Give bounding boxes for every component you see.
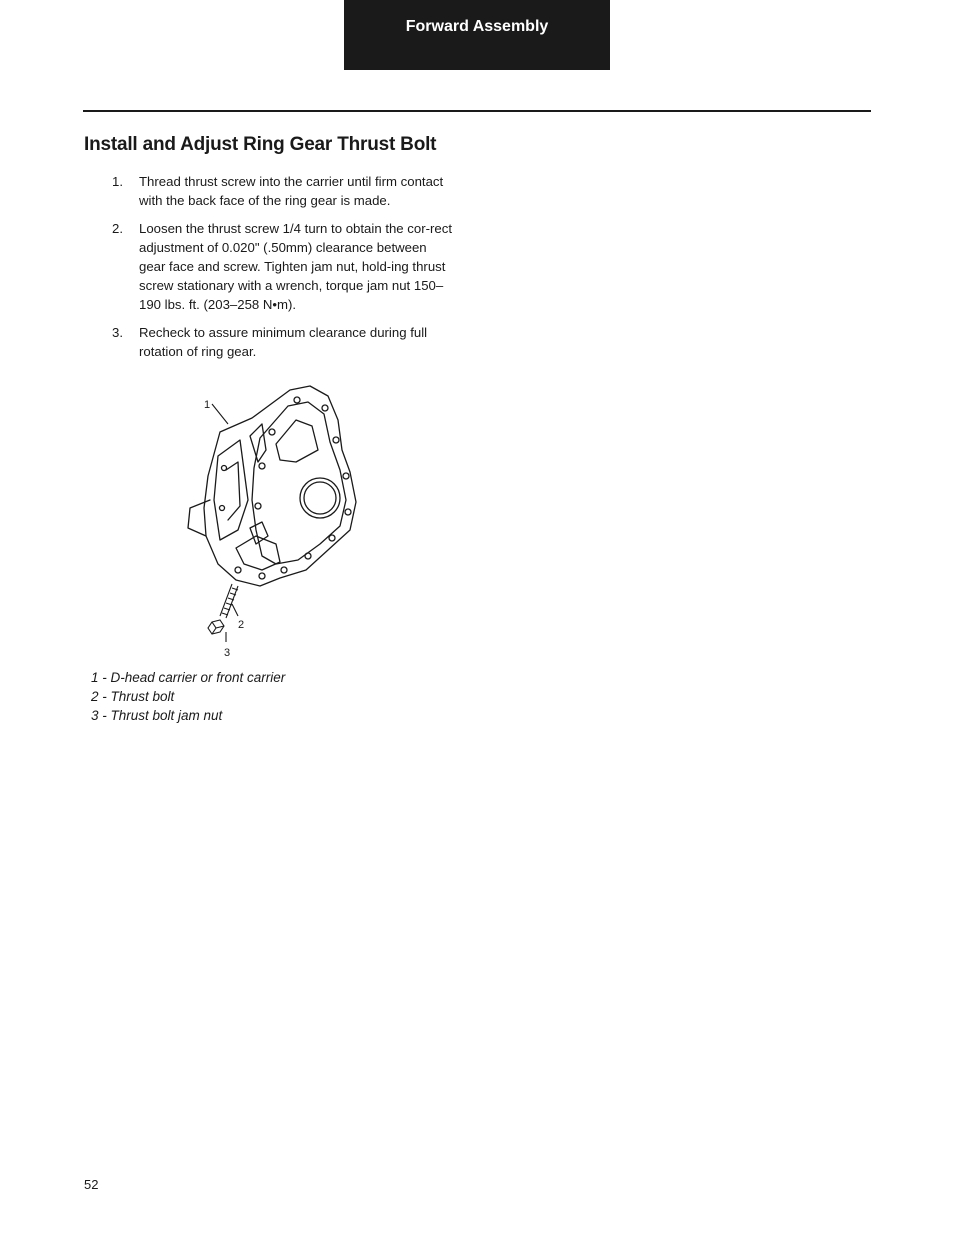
page-title: Install and Adjust Ring Gear Thrust Bolt [84, 134, 437, 155]
section-title: Forward Assembly [405, 18, 549, 35]
figure-legend [91, 668, 285, 725]
carrier-illustration [180, 380, 380, 665]
legend-item: 1 - D-head carrier or front carrier [91, 670, 286, 685]
carrier-drawing [180, 380, 380, 665]
step-number: 3. [112, 325, 123, 340]
step-item [112, 323, 452, 361]
procedure-steps [112, 172, 452, 370]
step-number: 2. [112, 221, 123, 236]
callout-2: 2 [238, 619, 245, 631]
step-number: 1. [112, 174, 123, 189]
section-header-tab [344, 0, 610, 70]
page-number: 52 [84, 1177, 99, 1192]
callout-3: 3 [224, 647, 231, 659]
step-text: Thread thrust screw into the carrier until firm contact with the back face of the ring gear is made. [139, 174, 444, 208]
step-item [112, 172, 452, 210]
step-text: Loosen the thrust screw 1/4 turn to obtain the cor-rect adjustment of 0.020" (.50mm) clearance between gear face and screw. Tighten jam nut, hold-ing thrust screw stationary with a wrench, torque jam nut 150–190 lbs. ft. (203–258 N•m). [139, 221, 453, 312]
step-item [112, 219, 452, 314]
header-divider [83, 110, 871, 112]
legend-item: 2 - Thrust bolt [91, 689, 175, 704]
callout-1: 1 [204, 399, 211, 411]
legend-item: 3 - Thrust bolt jam nut [91, 708, 223, 723]
step-text: Recheck to assure minimum clearance during full rotation of ring gear. [139, 325, 428, 359]
